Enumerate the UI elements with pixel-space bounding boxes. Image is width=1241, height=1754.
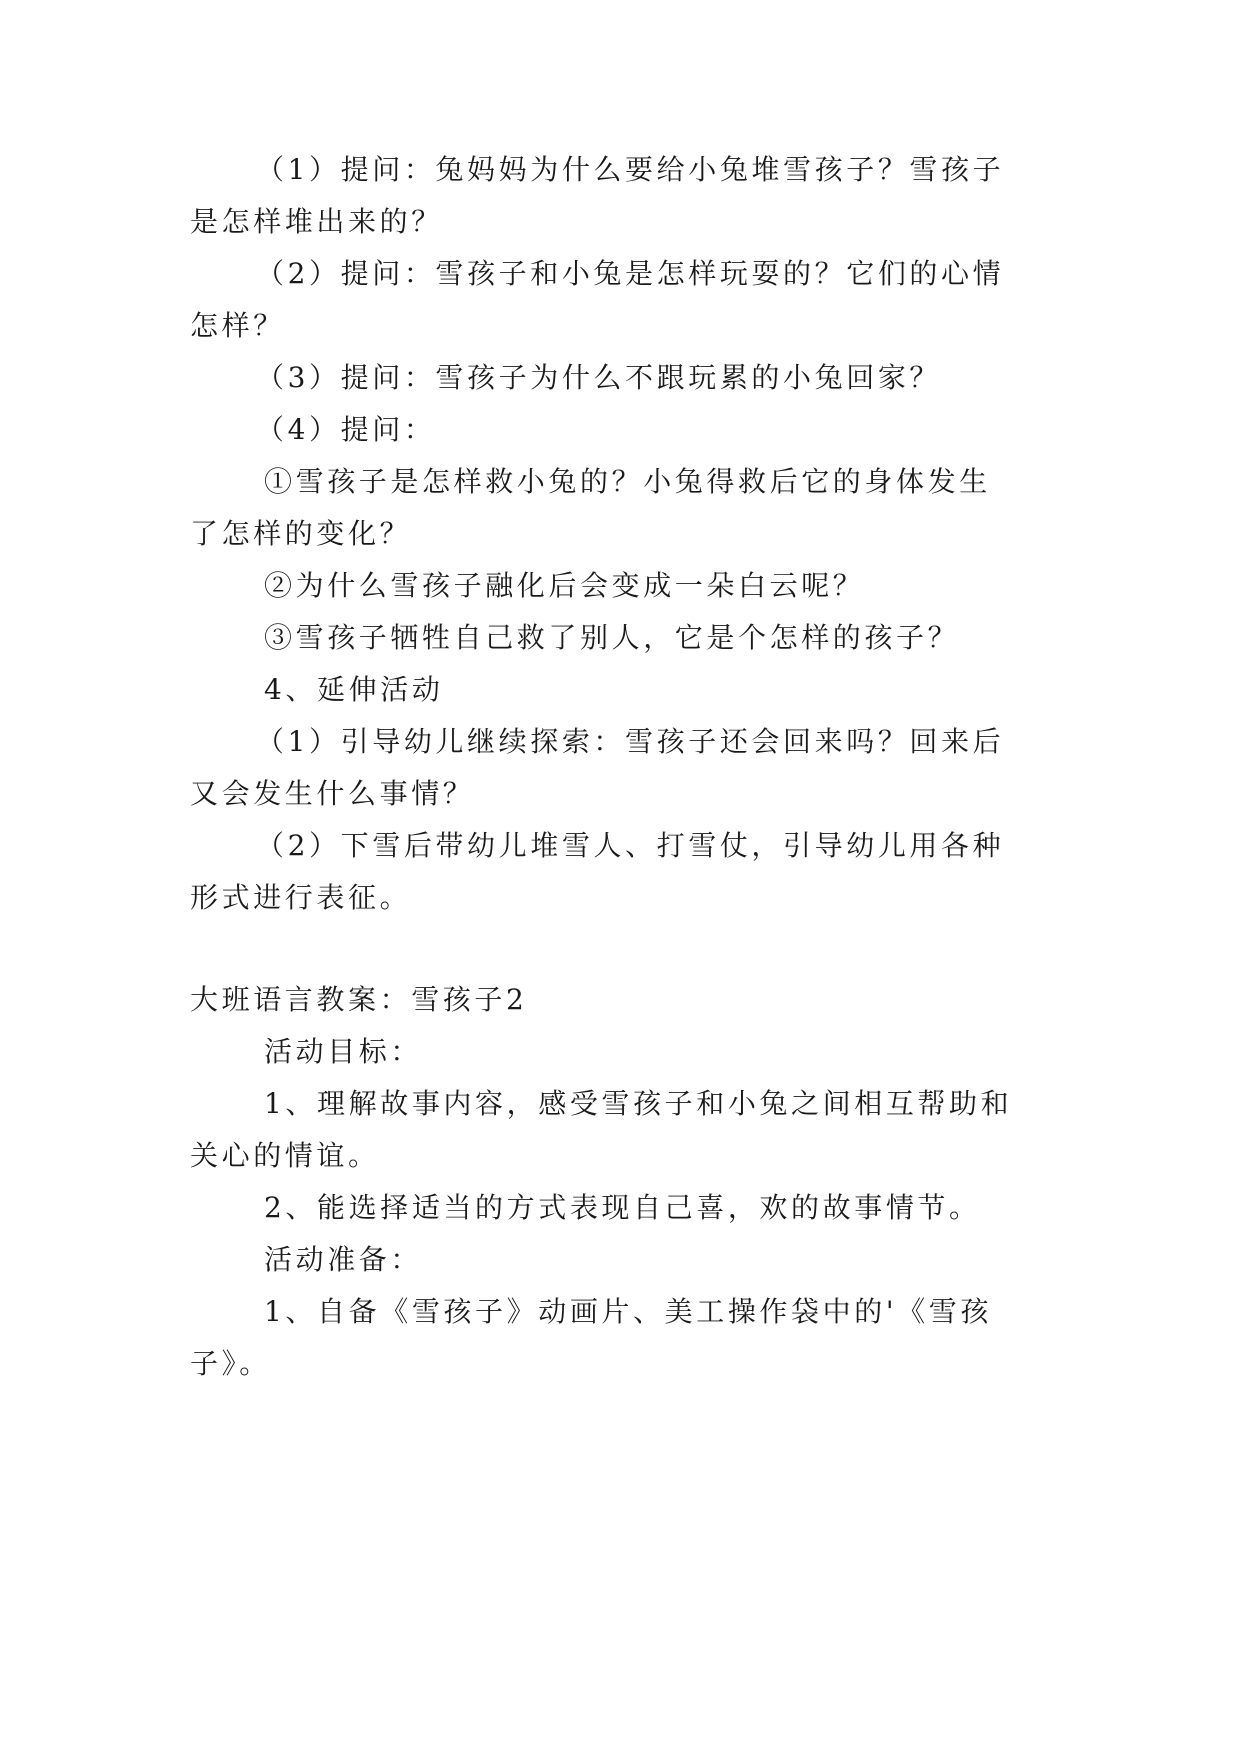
paragraph-line: （1）提问：兔妈妈为什么要给小兔堆雪孩子？雪孩子	[256, 153, 1005, 186]
paragraph-line: 了怎样的变化？	[190, 517, 412, 550]
paragraph-line: ②为什么雪孩子融化后会变成一朵白云呢？	[264, 569, 865, 602]
paragraph-line: 形式进行表征。	[190, 881, 412, 914]
paragraph-line: ①雪孩子是怎样救小兔的？小兔得救后它的身体发生	[264, 465, 991, 498]
paragraph-line: （1）引导幼儿继续探索：雪孩子还会回来吗？回来后	[256, 725, 1005, 758]
paragraph-line: 是怎样堆出来的？	[190, 205, 443, 238]
paragraph-line: （4）提问：	[256, 413, 436, 446]
paragraph-line: 关心的情谊。	[190, 1139, 380, 1172]
paragraph-line: 子》。	[190, 1347, 271, 1380]
paragraph-line: 活动准备：	[264, 1243, 423, 1276]
paragraph-line: （3）提问：雪孩子为什么不跟玩累的小兔回家？	[256, 361, 942, 394]
paragraph-line: ③雪孩子牺牲自己救了别人，它是个怎样的孩子？	[264, 621, 960, 654]
paragraph-line: 2、能选择适当的方式表现自己喜，欢的故事情节。	[264, 1191, 981, 1224]
section-title: 大班语言教案：雪孩子2	[190, 983, 528, 1016]
paragraph-line: （2）下雪后带幼儿堆雪人、打雪仗，引导幼儿用各种	[256, 829, 1005, 862]
paragraph-line: 1、理解故事内容，感受雪孩子和小兔之间相互帮助和	[264, 1087, 1013, 1120]
paragraph-line: （2）提问：雪孩子和小兔是怎样玩耍的？它们的心情	[256, 257, 1005, 290]
paragraph-line: 1、自备《雪孩子》动画片、美工操作袋中的'《雪孩	[264, 1295, 992, 1328]
paragraph-line: 又会发生什么事情？	[190, 777, 475, 810]
paragraph-line: 活动目标：	[264, 1035, 423, 1068]
paragraph-line: 怎样？	[190, 309, 285, 342]
paragraph-line: 4、延伸活动	[264, 673, 444, 706]
